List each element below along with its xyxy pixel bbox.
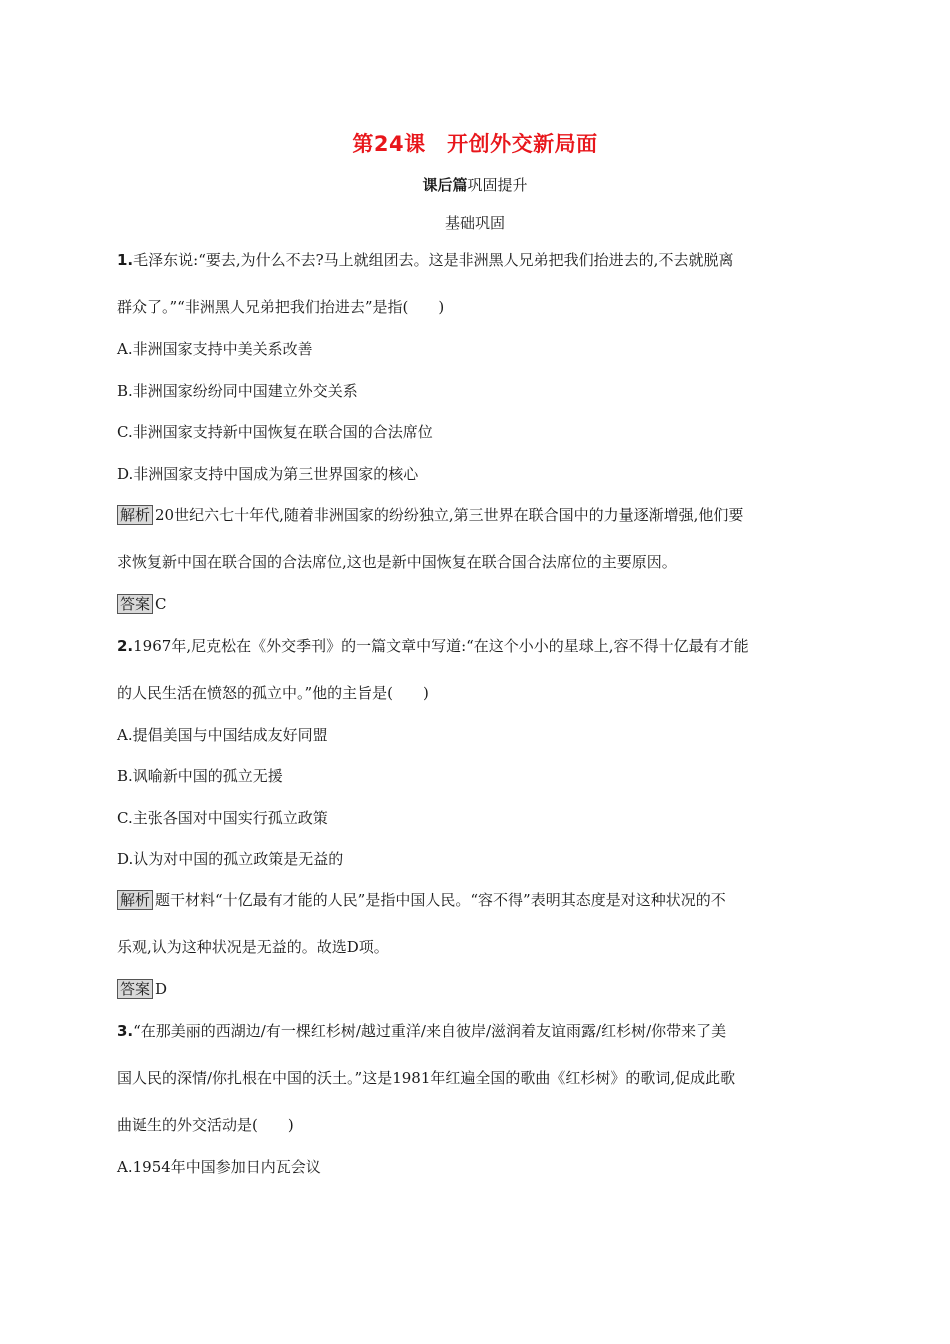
q2-number: 2.: [117, 637, 134, 655]
q2-analysis-text1: 题干材料“十亿最有才能的人民”是指中国人民。“容不得”表明其态度是对这种状况的不: [155, 891, 726, 909]
subtitle: [0, 174, 950, 195]
q1-stem-line1: [117, 250, 837, 270]
section-heading: 基础巩固: [444, 214, 505, 232]
q1-option-a: A.非洲国家支持中美关系改善: [117, 340, 313, 358]
q1-option-b: B.非洲国家纷纷同中国建立外交关系: [117, 382, 358, 400]
q2-analysis-line1: [117, 890, 837, 910]
q1-option-c: C.非洲国家支持新中国恢复在联合国的合法席位: [117, 423, 433, 441]
q1-option-d: D.非洲国家支持中国成为第三世界国家的核心: [117, 465, 419, 483]
lesson-title: 第24课 开创外交新局面: [352, 132, 598, 156]
q2-option-d: D.认为对中国的孤立政策是无益的: [117, 850, 344, 868]
q3-stem-line3: 曲诞生的外交活动是( ): [117, 1116, 294, 1134]
q2-analysis-tag: 解析: [117, 890, 153, 910]
q3-stem-line2: 国人民的深情/你扎根在中国的沃土。”这是1981年红遍全国的歌曲《红杉树》的歌词,促成此歌: [117, 1069, 736, 1087]
q3-stem-line1: [117, 1021, 837, 1041]
q1-number: 1.: [117, 251, 134, 269]
q1-answer: [117, 594, 837, 614]
q3-option-a: A.1954年中国参加日内瓦会议: [117, 1158, 321, 1176]
q2-option-b: B.讽喻新中国的孤立无援: [117, 767, 283, 785]
q2-stem-line1: [117, 636, 837, 656]
q1-analysis-line2: 求恢复新中国在联合国的合法席位,这也是新中国恢复在联合国合法席位的主要原因。: [117, 553, 677, 571]
q3-number: 3.: [117, 1022, 134, 1040]
q2-option-a: A.提倡美国与中国结成友好同盟: [117, 726, 328, 744]
q1-answer-tag: 答案: [117, 594, 153, 614]
q2-answer-value: D: [155, 980, 168, 998]
q2-analysis-line2: 乐观,认为这种状况是无益的。故选D项。: [117, 938, 389, 956]
q2-stem-line2: 的人民生活在愤怒的孤立中。”他的主旨是( ): [117, 684, 429, 702]
subtitle-rest: 巩固提升: [467, 176, 528, 194]
q1-analysis-text1: 20世纪六七十年代,随着非洲国家的纷纷独立,第三世界在联合国中的力量逐渐增强,他们要: [155, 506, 744, 524]
q1-stem-text1: 毛泽东说:“要去,为什么不去?马上就组团去。这是非洲黑人兄弟把我们抬进去的,不去就脱离: [133, 251, 734, 269]
q1-analysis-tag: 解析: [117, 505, 153, 525]
q1-stem-line2: 群众了。”“非洲黑人兄弟把我们抬进去”是指( ): [117, 298, 445, 316]
q2-option-c: C.主张各国对中国实行孤立政策: [117, 809, 328, 827]
q3-stem-text1: “在那美丽的西湖边/有一棵红杉树/越过重洋/来自彼岸/滋润着友谊雨露/红杉树/你带来了美: [133, 1022, 727, 1040]
q2-answer: [117, 979, 837, 999]
q2-stem-text1: 1967年,尼克松在《外交季刊》的一篇文章中写道:“在这个小小的星球上,容不得十亿最有才能: [133, 637, 749, 655]
q2-answer-tag: 答案: [117, 979, 153, 999]
q1-analysis-line1: [117, 505, 837, 525]
q1-answer-value: C: [155, 595, 167, 613]
subtitle-bold: 课后篇: [422, 176, 468, 194]
